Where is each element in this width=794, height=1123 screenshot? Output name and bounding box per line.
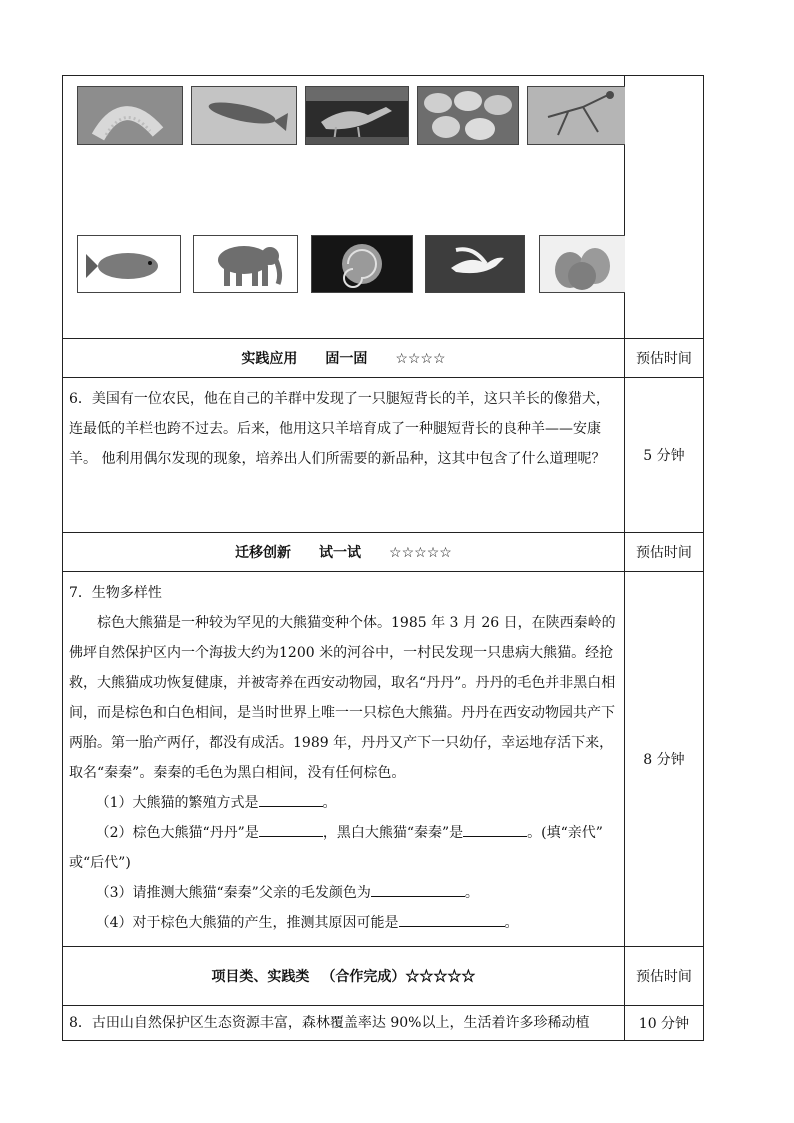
question-6-text: 6．美国有一位农民，他在自己的羊群中发现了一只腿短背长的羊，这只羊长的像猎犬，连最低的羊栏也跨不过去。后来，他用这只羊培育成了一种腿短背长的良种羊——安康羊。 他利用偶尔发现的现象，培养出人们所需要的新品种，这其中包含了什么道理呢？ [69, 391, 610, 467]
question-6-row [63, 378, 704, 533]
elephant-photo [193, 235, 298, 293]
question-7-sub-1: （1）大熊猫的繁殖方式是 。 [69, 788, 618, 818]
bird-fossil-photo [527, 86, 625, 145]
carp-photo [77, 235, 181, 293]
dinosaur-skeleton-photo [305, 86, 409, 145]
question-8-cell [63, 1006, 625, 1041]
elephant-icon [194, 236, 297, 292]
nautilus-shell-icon [312, 236, 412, 292]
section-header-project [63, 947, 704, 1006]
ammonite-fossil-photo [77, 86, 183, 145]
answer-blank-2b[interactable] [463, 822, 527, 837]
question-7-sub-4: （4）对于棕色大熊猫的产生，推测其原因可能是 。 [69, 908, 618, 938]
question-7-time: 8 分钟 [624, 572, 703, 947]
section-header-practice [63, 339, 704, 378]
image-gallery-cell [63, 76, 625, 339]
worksheet [62, 75, 704, 1041]
question-8-text: 8．古田山自然保护区生态资源丰富，森林覆盖率达 90%以上，生活着许多珍稀动植 [69, 1015, 590, 1031]
section-subtitle: 试一试 [319, 545, 362, 561]
section-subtitle: 固一固 [325, 351, 368, 367]
dinosaur-skeleton-icon [306, 87, 408, 144]
question-8-row [63, 1006, 704, 1041]
egret-icon [426, 236, 524, 292]
eggs-photo [539, 235, 625, 293]
time-header: 预估时间 [624, 533, 703, 572]
question-6-cell [63, 378, 625, 533]
section-title: 迁移创新 [235, 545, 292, 561]
carp-icon [78, 236, 180, 292]
section-title: 实践应用 [241, 351, 298, 367]
section-title-cell [63, 947, 625, 1006]
question-7-sub-2-cont: 或“后代”) [69, 855, 131, 871]
image-time-cell [624, 76, 703, 339]
section-title-cell [63, 339, 625, 378]
question-7-paragraph: 棕色大熊猫是一种较为罕见的大熊猫变种个体。1985 年 3 月 26 日，在陕西秦岭的佛坪自然保护区内一个海拔大约为1200 米的河谷中，一村民发现一只患病大熊猫。经抢救，大熊猫成功恢复健康，并被寄养在西安动物园，取名“丹丹”。丹丹的毛色并非黑白相间，而是棕色和白色相间，是当时世界上唯一一只棕色大熊猫。丹丹在西安动物园共产下两胎。第一胎产两仔，都没有成活。1989 年，丹丹又产下一只幼仔，幸运地存活下来，取名“秦秦”。秦秦的毛色为黑白相间，没有任何棕色。 [69, 615, 616, 781]
egg-fossils-photo [417, 86, 519, 145]
question-7-sub-3: （3）请推测大熊猫“秦秦”父亲的毛发颜色为 。 [69, 878, 618, 908]
answer-blank-1[interactable] [259, 792, 323, 807]
image-row [63, 76, 704, 339]
section-subtitle: （合作完成）☆☆☆☆☆ [321, 969, 476, 985]
question-7-sub-2: （2）棕色大熊猫“丹丹”是 ，黑白大熊猫“秦秦”是 。(填“亲代” [69, 818, 618, 848]
answer-blank-3[interactable] [371, 882, 465, 897]
ammonite-fossil-icon [78, 87, 182, 144]
question-7-row [63, 572, 704, 947]
answer-blank-4[interactable] [399, 912, 505, 927]
question-7-title: 7．生物多样性 [69, 585, 162, 601]
egret-photo [425, 235, 525, 293]
time-header: 预估时间 [624, 339, 703, 378]
nautilus-photo [311, 235, 413, 293]
bird-fossil-icon [528, 87, 625, 144]
difficulty-stars: ☆☆☆☆ [395, 351, 446, 367]
question-8-time: 10 分钟 [624, 1006, 703, 1041]
dinosaur-eggs-fossil-icon [418, 87, 518, 144]
difficulty-stars: ☆☆☆☆☆ [389, 545, 452, 561]
worksheet-table [62, 75, 704, 1041]
answer-blank-2a[interactable] [259, 822, 323, 837]
time-header: 预估时间 [624, 947, 703, 1006]
eggs-icon [540, 236, 625, 292]
section-title-cell [63, 533, 625, 572]
question-6-time: 5 分钟 [624, 378, 703, 533]
section-header-transfer [63, 533, 704, 572]
section-title: 项目类、实践类 [211, 969, 310, 985]
fish-fossil-icon [192, 87, 296, 144]
fish-fossil-photo [191, 86, 297, 145]
question-7-cell [63, 572, 625, 947]
